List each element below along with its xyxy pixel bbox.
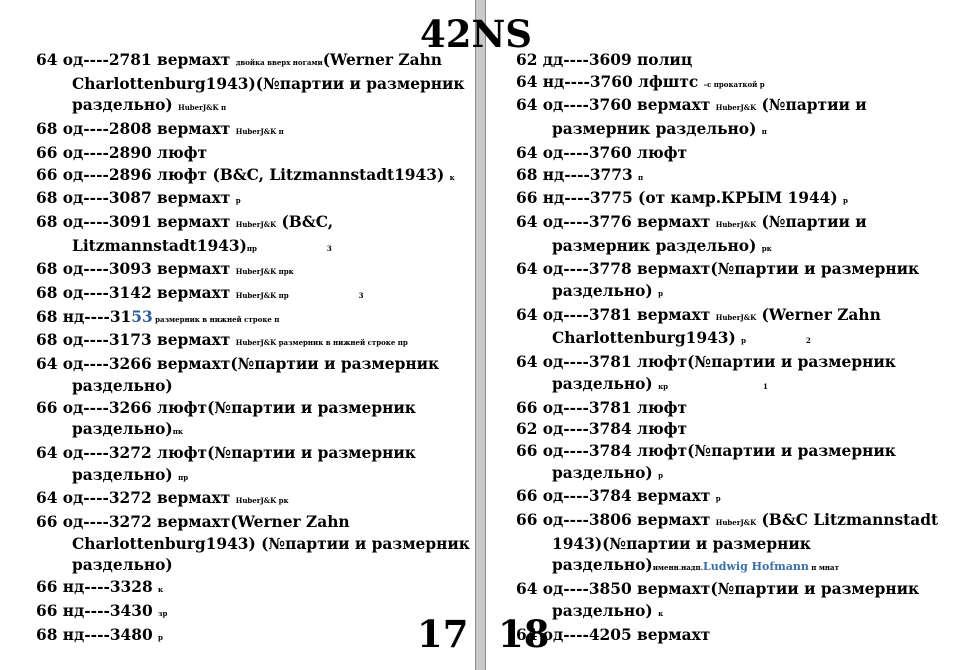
list-item: 68 од----3093 вермахт HuberJ&K прк — [36, 260, 294, 279]
list-item: 66 од----2890 люфт — [36, 143, 208, 162]
page-number-right: 18 — [498, 612, 550, 656]
list-item: 66 од----3266 люфт(№партии и размерник раздельно)пк — [36, 398, 416, 439]
list-item: 66 од----3781 люфт — [516, 398, 688, 417]
right-entry-list — [516, 50, 956, 646]
right-page — [485, 0, 959, 670]
list-item: 64 од----3776 вермахт HuberJ&K (№партии и размерник раздельно) рк — [516, 212, 867, 255]
list-item: 64 од----3781 люфт(№партии и размерник раздельно) кр 1 — [516, 353, 896, 393]
list-item: 66 од----2896 люфт (B&C, Litzmannstadt1943) к — [36, 165, 455, 184]
left-page — [0, 0, 476, 670]
list-item: 64 од----2781 вермахт двойка вверх ногами(Werner Zahn Charlottenburg1943)(№партии и размерник раздельно) HuberJ&K п — [36, 51, 465, 115]
list-item: 64 од----3850 вермахт(№партии и размерник раздельно) к — [516, 580, 920, 620]
list-item: 66 од----3806 вермахт HuberJ&K (B&C Litzmannstadt 1943)(№партии и размерник раздельно)именн.надп.Ludwig Hofmann п мнат — [516, 511, 939, 575]
list-item: 64 од----3778 вермахт(№партии и размерник раздельно) р — [516, 260, 920, 301]
list-item: 64 нд----3760 лфштс –с прокаткой р — [516, 72, 765, 91]
list-item: 64 од----3760 вермахт HuberJ&K (№партии и размерник раздельно) п — [516, 96, 867, 139]
list-item: 68 од----3142 вермахт HuberJ&K пр 3 — [36, 284, 364, 303]
list-item: 62 дд----3609 полиц — [516, 51, 693, 69]
list-item: 62 од----3784 люфт — [516, 420, 688, 439]
list-item: 64 од----3272 люфт(№партии и размерник раздельно) пр — [36, 443, 416, 484]
list-item: 68 од----3091 вермахт HuberJ&K (B&C, Litzmannstadt1943)пр 3 — [36, 212, 334, 255]
list-item: 68 од----3173 вермахт HuberJ&K размерник в нижней строке пр — [36, 331, 408, 350]
list-item: 68 нд----3773 п — [516, 165, 644, 184]
list-item: 68 нд----3480 р — [36, 625, 163, 644]
list-item: 64 од----3781 вермахт HuberJ&K (Werner Zahn Charlottenburg1943) р 2 — [516, 305, 881, 348]
list-item: 66 од----3784 люфт(№партии и размерник раздельно) р — [516, 441, 896, 482]
left-entry-list — [36, 50, 471, 648]
list-item: 64 од----4205 вермахт — [516, 625, 711, 644]
list-item: 68 од----2808 вермахт HuberJ&K п — [36, 120, 284, 139]
list-item: 66 нд----3430 зр — [36, 601, 168, 620]
list-item: 64 од----3266 вермахт(№партии и размерник раздельно) — [36, 355, 440, 395]
list-item: 64 од----3272 вермахт HuberJ&K рк — [36, 489, 289, 508]
list-item: 68 нд----3153 размерник в нижней строке п — [36, 307, 280, 326]
page-number-left: 17 — [417, 612, 469, 656]
catalog-code-title: 42NS — [420, 12, 533, 56]
list-item: 66 од----3272 вермахт(Werner Zahn Charlottenburg1943) (№партии и размерник раздельно) — [36, 513, 470, 575]
list-item: 64 од----3760 люфт — [516, 143, 688, 162]
list-item: 66 нд----3328 к — [36, 578, 164, 597]
list-item: 66 од----3784 вермахт р — [516, 487, 721, 506]
list-item: 66 нд----3775 (от камр.КРЫМ 1944) р — [516, 189, 848, 208]
list-item: 68 од----3087 вермахт р — [36, 189, 241, 208]
